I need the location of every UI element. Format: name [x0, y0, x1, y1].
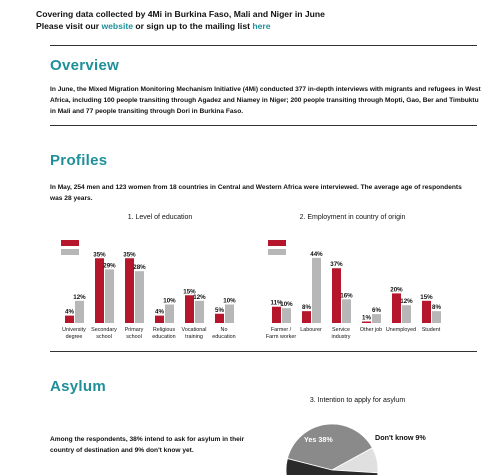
education-value-label-women-4: 15%: [183, 288, 196, 296]
employment-bar-men-5: [432, 311, 441, 323]
education-category-label-3-0: Religious: [152, 327, 176, 333]
overview-paragraph: In June, the Mixed Migration Monitoring Mechanism Initiative (4Mi) conducted 377 in-depth interviews with migrants and refugees in West Africa, including 100 people transiting through Agadez and Niamey in Niger; 200 people transiting through Mopti, Gao, Ber and Timbuktu in Mali and 77 people transiting through Dori in Burkina Faso.: [50, 86, 481, 115]
divider-top: [50, 45, 477, 46]
education-value-label-men-5: 10%: [223, 297, 236, 305]
employment-category-label-5-0: Student: [421, 327, 441, 333]
education-bar-men-0: [75, 301, 84, 323]
employment-value-label-men-3: 6%: [372, 307, 381, 315]
employment-value-label-women-1: 8%: [302, 304, 311, 312]
profiles-paragraph: In May, 254 men and 123 women from 18 countries in Central and Western Africa were interviewed. The average age of respondents was 28 years.: [50, 184, 462, 202]
employment-category-label-1-0: Labourer: [300, 327, 322, 333]
education-bar-men-5: [225, 305, 234, 324]
profiles-heading: Profiles: [50, 152, 108, 169]
education-category-label-5-1: education: [212, 334, 236, 340]
employment-value-label-men-5: 8%: [432, 304, 441, 312]
asylum-chart-title: 3. Intention to apply for asylum: [309, 397, 406, 404]
employment-value-label-women-3: 1%: [362, 314, 371, 322]
education-category-label-0-0: University: [62, 327, 86, 333]
education-value-label-women-0: 4%: [65, 308, 74, 316]
asylum-paragraph: Among the respondents, 38% intend to ask for asylum in their country of destination and 9% don't know yet.: [50, 436, 245, 454]
asylum-pie-label-yes: Yes 38%: [304, 435, 333, 444]
employment-bar-women-0: [272, 307, 281, 323]
employment-value-label-men-4: 12%: [400, 298, 413, 306]
employment-bar-men-0: [282, 308, 291, 323]
employment-bar-women-1: [302, 311, 311, 323]
employment-value-label-women-0: 11%: [270, 299, 283, 307]
education-category-label-5-0: No: [220, 327, 228, 333]
education-bar-women-5: [215, 314, 224, 323]
employment-legend-label-women: women: [288, 241, 300, 246]
education-bar-women-3: [155, 316, 164, 323]
asylum-pie-chart: [280, 400, 460, 475]
divider-profiles: [50, 351, 477, 352]
education-category-label-2-0: Primary: [124, 327, 144, 333]
education-bar-women-0: [65, 316, 74, 323]
education-legend-swatch-men: [61, 249, 79, 255]
education-bar-men-1: [105, 269, 114, 323]
education-category-label-4-1: training: [185, 334, 203, 340]
employment-legend-swatch-men: [268, 249, 286, 255]
overview-heading: Overview: [50, 57, 120, 74]
education-value-label-men-4: 12%: [193, 293, 206, 301]
education-category-label-1-0: Secondary: [91, 327, 117, 333]
intro-line-1: Covering data collected by 4Mi in Burkina Faso, Mali and Niger in June: [36, 9, 325, 19]
divider-overview: [50, 125, 477, 126]
education-category-label-4-0: Vocational: [181, 327, 207, 333]
education-bar-men-4: [195, 301, 204, 323]
employment-value-label-women-2: 37%: [330, 261, 343, 269]
employment-chart-title: 2. Employment in country of origin: [299, 214, 406, 221]
education-bar-men-3: [165, 305, 174, 324]
employment-bar-women-3: [362, 322, 371, 323]
education-value-label-men-2: 28%: [133, 264, 146, 272]
employment-bar-men-3: [372, 314, 381, 323]
intro-line-2-middle: or sign up to the mailing list: [132, 21, 253, 31]
education-value-label-men-3: 10%: [163, 297, 176, 305]
asylum-heading: Asylum: [50, 378, 106, 395]
employment-chart: [262, 226, 462, 346]
employment-category-label-0-1: Farm worker: [265, 334, 297, 340]
education-value-label-women-5: 5%: [215, 306, 224, 314]
education-category-label-2-1: school: [126, 334, 142, 340]
website-link[interactable]: website: [101, 21, 133, 31]
intro-text: [0, 0, 500, 40]
employment-category-label-2-1: industry: [331, 334, 351, 340]
education-value-label-women-1: 35%: [93, 251, 106, 259]
employment-value-label-men-2: 16%: [340, 292, 353, 300]
employment-bar-women-5: [422, 301, 431, 323]
employment-category-label-2-0: Service: [332, 327, 350, 333]
employment-value-label-women-4: 20%: [390, 286, 403, 294]
employment-category-label-4-0: Unemployed: [385, 327, 417, 333]
education-value-label-men-0: 12%: [73, 293, 86, 301]
education-legend-label-men: men: [81, 250, 88, 255]
intro-line-2: [36, 20, 500, 32]
asylum-pie-label-dontknow: Don't know 9%: [375, 433, 426, 442]
employment-bar-men-1: [312, 258, 321, 323]
mailing-list-link[interactable]: here: [252, 21, 271, 31]
employment-value-label-men-1: 44%: [310, 250, 323, 258]
education-category-label-0-1: degree: [65, 334, 83, 340]
employment-bar-men-4: [402, 305, 411, 323]
intro-line-2-prefix: Please visit our: [36, 21, 102, 31]
education-chart: [55, 226, 255, 346]
education-category-label-3-1: education: [152, 334, 176, 340]
employment-category-label-0-0: Farmer /: [270, 327, 292, 333]
education-chart-title: 1. Level of education: [127, 214, 193, 221]
education-value-label-men-1: 29%: [103, 262, 116, 270]
education-value-label-women-3: 4%: [155, 308, 164, 316]
education-value-label-women-2: 35%: [123, 251, 136, 259]
education-legend-label-women: women: [81, 241, 93, 246]
education-bar-men-2: [135, 271, 144, 323]
employment-category-label-3-0: Other job: [359, 327, 383, 333]
employment-value-label-men-0: 10%: [280, 301, 293, 309]
education-category-label-1-1: school: [96, 334, 112, 340]
employment-legend-label-men: men: [288, 250, 295, 255]
education-legend-swatch-women: [61, 240, 79, 246]
employment-legend-swatch-women: [268, 240, 286, 246]
employment-value-label-women-5: 15%: [420, 293, 433, 301]
employment-bar-men-2: [342, 299, 351, 323]
